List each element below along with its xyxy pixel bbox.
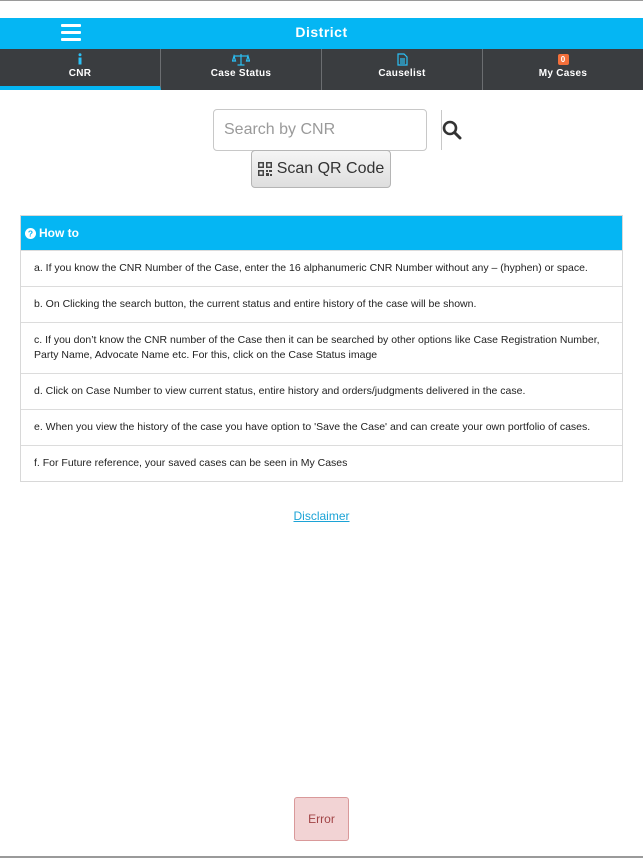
tab-cnr[interactable] xyxy=(0,49,161,90)
tab-case-status[interactable] xyxy=(161,49,322,90)
question-circle-icon xyxy=(25,228,36,239)
disclaimer-row xyxy=(0,509,643,523)
tab-label: My Cases xyxy=(538,68,588,79)
cnr-search-group xyxy=(213,109,427,151)
tab-my-cases[interactable] xyxy=(483,49,643,90)
scales-icon xyxy=(161,52,321,66)
search-icon xyxy=(442,120,462,140)
tab-label: CNR xyxy=(68,68,92,79)
app-header xyxy=(0,18,643,49)
search-button[interactable] xyxy=(441,110,462,150)
info-icon xyxy=(0,52,160,66)
cnr-search-input[interactable] xyxy=(214,110,441,150)
qr-code-icon xyxy=(258,162,272,176)
tab-label: Causelist xyxy=(378,68,426,79)
how-to-list xyxy=(21,250,622,481)
tab-causelist[interactable] xyxy=(322,49,483,90)
how-to-title: How to xyxy=(39,226,79,240)
list-item: e. When you view the history of the case you have option to 'Save the Case' and can create your own portfolio of cases. xyxy=(21,409,622,445)
list-item: d. Click on Case Number to view current status, entire history and orders/judgments delivered in the case. xyxy=(21,373,622,409)
header-title: District xyxy=(295,24,348,40)
document-icon xyxy=(322,52,482,66)
tab-bar xyxy=(0,49,643,90)
scan-qr-label: Scan QR Code xyxy=(276,160,385,177)
tab-label: Case Status xyxy=(210,68,272,79)
list-item: f. For Future reference, your saved cases can be seen in My Cases xyxy=(21,445,622,481)
how-to-panel xyxy=(20,215,623,482)
list-item: b. On Clicking the search button, the current status and entire history of the case will be shown. xyxy=(21,286,622,322)
my-cases-count-badge: 0 xyxy=(558,54,569,65)
error-button[interactable]: Error xyxy=(294,797,349,841)
list-item: a. If you know the CNR Number of the Case, enter the 16 alphanumeric CNR Number without any – (hyphen) or space. xyxy=(21,250,622,286)
scan-qr-button[interactable] xyxy=(251,150,391,188)
status-bar xyxy=(0,0,643,18)
disclaimer-link[interactable]: Disclaimer xyxy=(293,509,350,523)
svg-text:?: ? xyxy=(27,228,34,239)
list-item: c. If you don’t know the CNR number of the Case then it can be searched by other options like Case Registration Number, Party Name, Advocate Name etc. For this, click on the Case Status image xyxy=(21,322,622,373)
badge-icon xyxy=(483,52,643,66)
how-to-header xyxy=(21,216,622,250)
